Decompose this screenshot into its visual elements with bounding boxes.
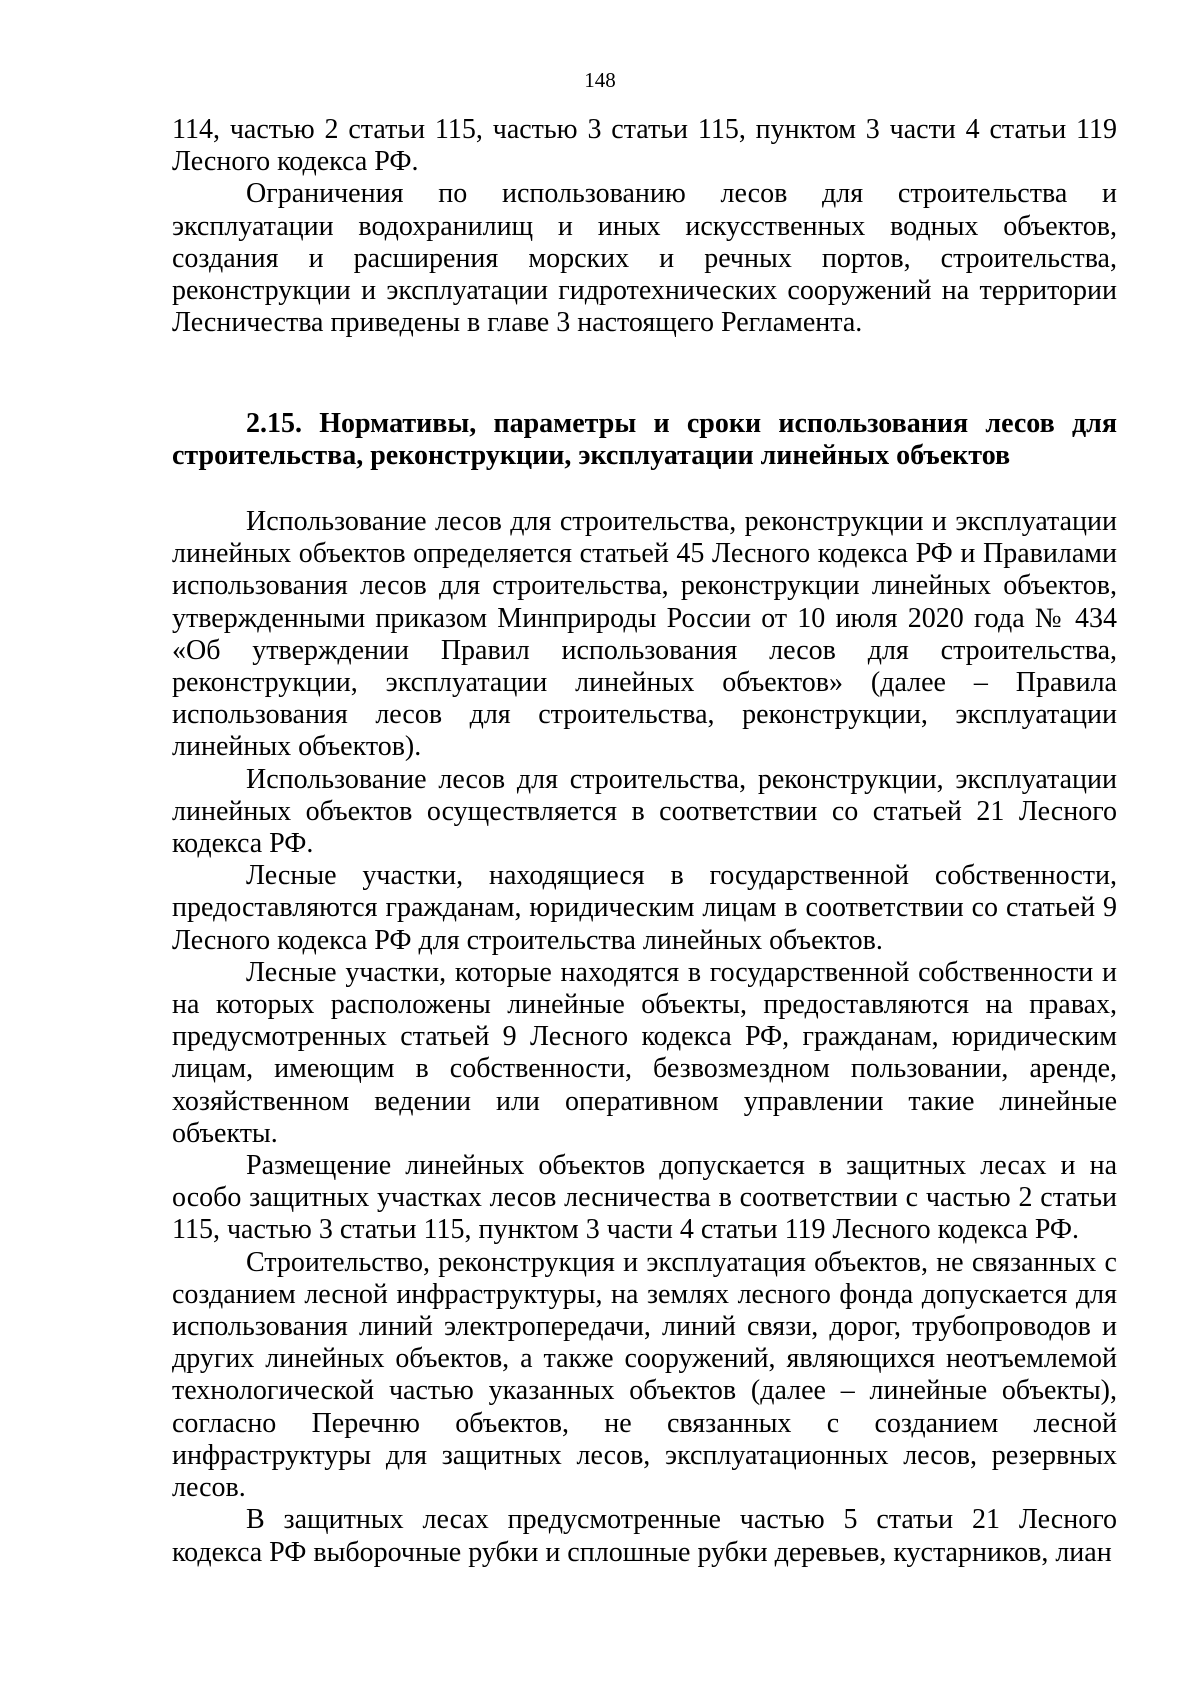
- body-paragraph: Использование лесов для строительства, реконструкции и эксплуатации линейных объектов определяется статьей 45 Лесного кодекса РФ и Правилами использования лесов для строительства, реконструкции линейных объектов, утвержденными приказом Минприроды России от 10 июля 2020 года № 434 «Об утверждении Правил использования лесов для строительства, реконструкции, эксплуатации линейных объектов» (далее – Правила использования лесов для строительства, реконструкции, эксплуатации линейных объектов).: [172, 506, 1117, 763]
- body-paragraph: Использование лесов для строительства, реконструкции, эксплуатации линейных объектов осуществляется в соответствии со статьей 21 Лесного кодекса РФ.: [172, 763, 1117, 860]
- page-number: 148: [584, 68, 616, 92]
- body-paragraph: В защитных лесах предусмотренные частью 5 статьи 21 Лесного кодекса РФ выборочные рубки и сплошные рубки деревьев, кустарников, лиан: [172, 1504, 1117, 1568]
- restrictions-paragraph: Ограничения по использованию лесов для строительства и эксплуатации водохранилищ и иных искусственных водных объектов, создания и расширения морских и речных портов, строительства, реконструкции и эксплуатации гидротехнических сооружений на территории Лесничества приведены в главе 3 настоящего Регламента.: [172, 178, 1117, 339]
- body-paragraph: Лесные участки, которые находятся в государственной собственности и на которых расположены линейные объекты, предоставляются на правах, предусмотренных статьей 9 Лесного кодекса РФ, гражданам, юридическим лицам, имеющим в собственности, безвозмездном пользовании, аренде, хозяйственном ведении или оперативном управлении такие линейные объекты.: [172, 956, 1117, 1149]
- section-heading: 2.15. Нормативы, параметры и сроки использования лесов для строительства, реконструкции, эксплуатации линейных объектов: [172, 408, 1117, 472]
- section-body: [172, 506, 1117, 1569]
- body-paragraph: Лесные участки, находящиеся в государственной собственности, предоставляются гражданам, юридическим лицам в соответствии со статьей 9 Лесного кодекса РФ для строительства линейных объектов.: [172, 860, 1117, 956]
- continuation-paragraph: 114, частью 2 статьи 115, частью 3 статьи 115, пунктом 3 части 4 статьи 119 Лесного кодекса РФ.: [172, 114, 1117, 178]
- body-paragraph: Размещение линейных объектов допускается в защитных лесах и на особо защитных участках лесов лесничества в соответствии с частью 2 статьи 115, частью 3 статьи 115, пунктом 3 части 4 статьи 119 Лесного кодекса РФ.: [172, 1150, 1117, 1246]
- intro-block: [172, 114, 1117, 339]
- section-heading-block: [172, 408, 1117, 472]
- body-paragraph: Строительство, реконструкция и эксплуатация объектов, не связанных с созданием лесной инфраструктуры, на землях лесного фонда допускается для использования линий электропередачи, линий связи, дорог, трубопроводов и других линейных объектов, а также сооружений, являющихся неотъемлемой технологической частью указанных объектов (далее – линейные объекты), согласно Перечню объектов, не связанных с созданием лесной инфраструктуры для защитных лесов, эксплуатационных лесов, резервных лесов.: [172, 1246, 1117, 1504]
